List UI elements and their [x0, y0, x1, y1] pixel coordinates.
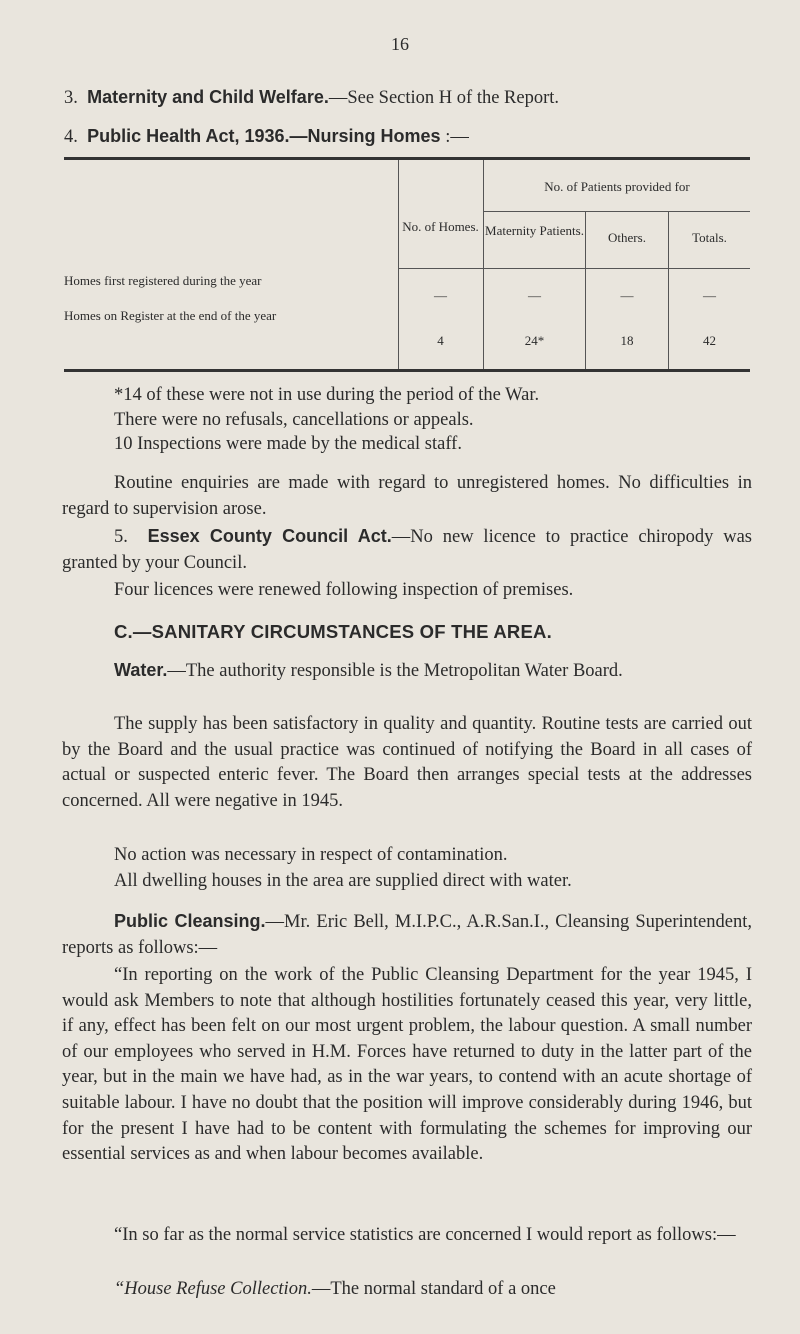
item-5-heading: Essex County Council Act. [147, 526, 392, 546]
cell-others: — [620, 288, 634, 303]
item-5-number: 5. [114, 527, 128, 547]
item-3-heading: Maternity and Child Welfare. [87, 87, 329, 107]
cell-others: 18 [620, 333, 634, 348]
item-4-public-health [64, 124, 754, 151]
house-refuse-text: —The normal standard of a once [311, 1279, 556, 1299]
cell-totals: 42 [703, 333, 716, 348]
house-refuse-paragraph [62, 1277, 752, 1303]
page-number: 16 [391, 34, 409, 54]
item-4-text: :— [445, 127, 469, 147]
cell-maternity: — [528, 288, 541, 303]
routine-enquiries-paragraph: Routine enquiries are made with regard to unregistered homes. No difficulties in regard to supervision arose. [62, 473, 752, 519]
no-action-paragraph: No action was necessary in respect of contamination. [114, 845, 508, 865]
footnote: *14 of these were not in use during the period of the War. [114, 385, 540, 405]
item-3-text: —See Section H of the Report. [328, 88, 560, 108]
header-totals: Totals. [692, 230, 727, 245]
header-no-of-homes: No. of Homes. [402, 219, 479, 234]
row-label-on-register: Homes on Register at the end of the year [64, 308, 277, 323]
inspections-note: 10 Inspections were made by the medical staff. [114, 434, 462, 454]
section-c-heading: C.—SANITARY CIRCUMSTANCES OF THE AREA. [114, 621, 552, 642]
public-cleansing-heading: Public Cleansing. [114, 911, 266, 931]
water-text: —The authority responsible is the Metropolitan Water Board. [167, 661, 623, 681]
four-licences-paragraph: Four licences were renewed following inspection of premises. [114, 580, 574, 600]
table-bottom-rule [64, 369, 750, 372]
row-label-first-registered: Homes first registered during the year [64, 273, 262, 288]
item-5-essex [62, 524, 752, 576]
table-header-rule [398, 268, 750, 269]
cleansing-report-quote: “In reporting on the work of the Public Cleansing Department for the year 1945, I would ask Members to note that although hostilities fortunately ceased this year, very little, if any, effect has been felt on our most urgent problem, the labour question. A small number of our employees who served in H.M. Forces have returned to duty in the latter part of the year, but in the main we have had, as in the war years, to contend with an acute shortage of suitable labour. I have no doubt that the position will improve considerably during 1946, but for the present I have had to be content with formulating the schemes for improving our essential services as and when labour becomes available. [62, 965, 752, 1165]
item-5-text: —No new licence to practice chiropody was granted by your Council. [62, 527, 753, 573]
header-others: Others. [608, 230, 646, 245]
house-refuse-heading: “House Refuse Collection. [114, 1279, 312, 1299]
cell-maternity: 24* [524, 333, 545, 348]
cell-totals: — [703, 288, 716, 303]
supply-paragraph: The supply has been satisfactory in quality and quantity. Routine tests are carried out by the Board and the usual practice was continued of notifying the Board in all cases of actual or suspected enteric fever. The Board then arranges special tests at the addresses concerned. All were negative in 1945. [62, 714, 752, 811]
service-statistics-paragraph: “In so far as the normal service statistics are concerned I would report as follows:— [114, 1225, 736, 1245]
item-4-heading: Public Health Act, 1936.—Nursing Homes [87, 126, 441, 146]
table-top-rule [64, 157, 750, 160]
water-heading: Water. [114, 660, 168, 680]
public-cleansing-paragraph [62, 909, 752, 961]
cell-homes: — [434, 288, 447, 303]
item-4-number: 4. [64, 127, 78, 147]
water-paragraph [62, 658, 752, 685]
no-refusals-note: There were no refusals, cancellations or appeals. [114, 410, 474, 430]
all-dwelling-paragraph: All dwelling houses in the area are supplied direct with water. [114, 871, 572, 891]
item-3-maternity [64, 85, 754, 112]
table-header-rule [483, 211, 750, 212]
nursing-homes-table [64, 157, 750, 372]
public-cleansing-text: —Mr. Eric Bell, M.I.P.C., A.R.San.I., Cleansing Superintendent, reports as follows:— [62, 912, 752, 958]
item-3-number: 3. [64, 88, 78, 108]
header-patients: No. of Patients provided for [544, 179, 690, 194]
header-maternity: Maternity Patients. [485, 223, 584, 238]
cell-homes: 4 [437, 333, 444, 348]
